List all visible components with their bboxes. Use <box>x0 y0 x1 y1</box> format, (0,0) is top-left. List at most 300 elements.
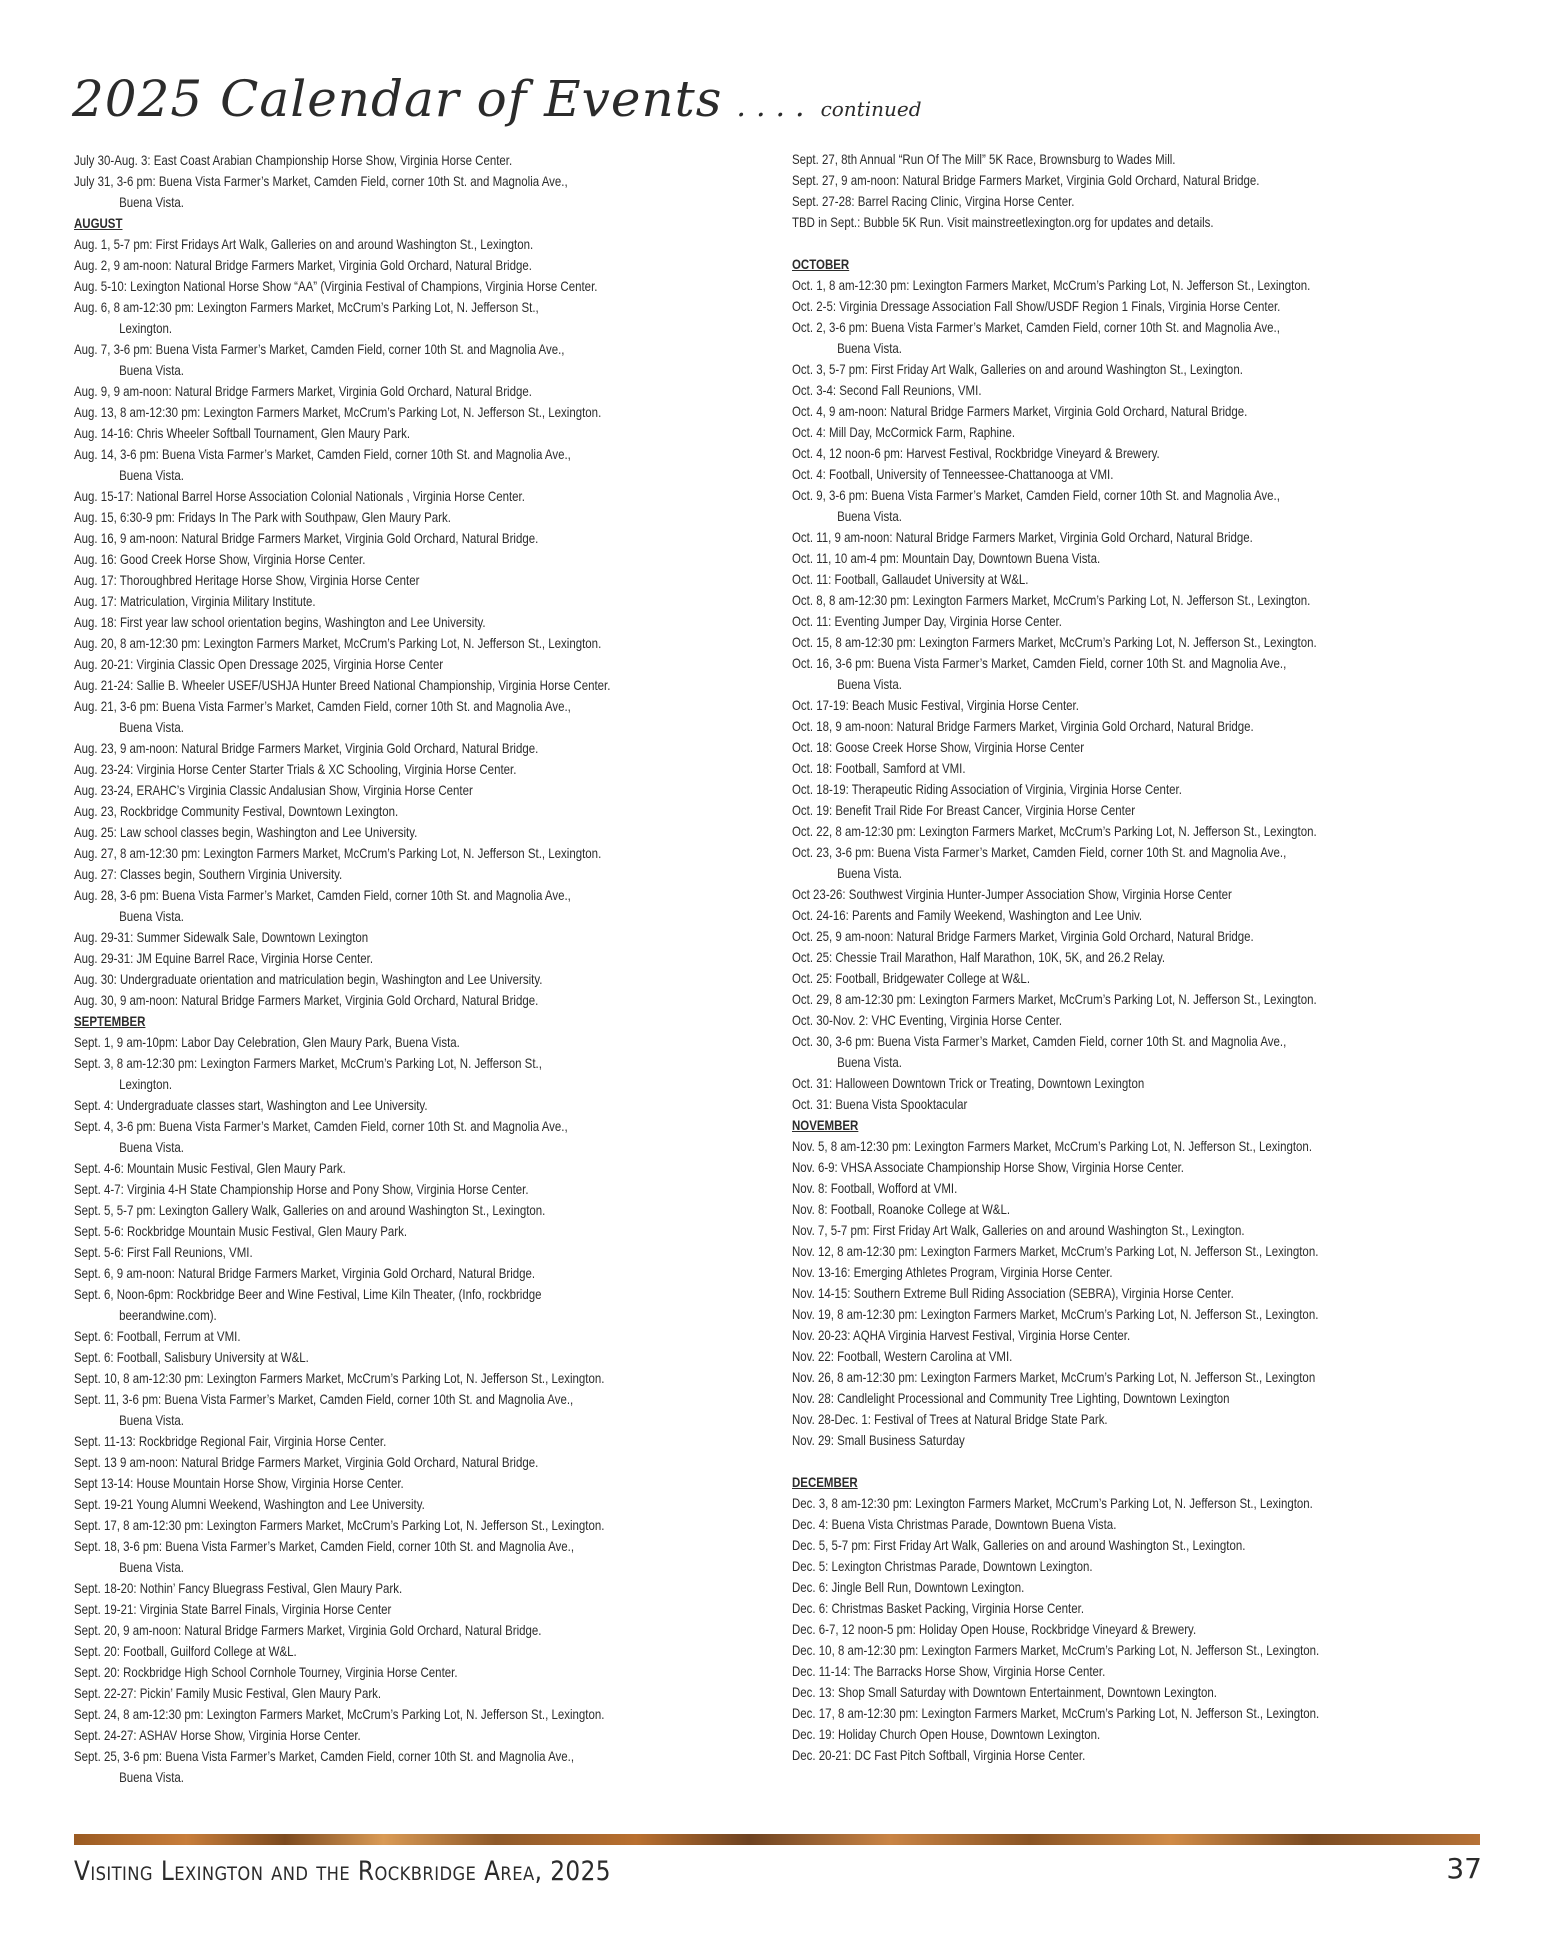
event-text: Oct. 25: Football, Bridgewater College at W&L. <box>792 970 1031 986</box>
event-text: Oct. 9, 3-6 pm: Buena Vista Farmer’s Market, Camden Field, corner 10th St. and Magnolia Ave., <box>792 487 1280 503</box>
event-item <box>74 738 648 759</box>
event-item <box>792 569 1382 590</box>
event-text: Oct. 2, 3-6 pm: Buena Vista Farmer’s Market, Camden Field, corner 10th St. and Magnolia Ave., <box>792 319 1280 335</box>
event-text: Aug. 30: Undergraduate orientation and matriculation begin, Washington and Lee University. <box>74 971 543 987</box>
event-item <box>792 1388 1382 1409</box>
event-text: Oct. 11, 9 am-noon: Natural Bridge Farmers Market, Virginia Gold Orchard, Natural Bridge. <box>792 529 1253 545</box>
event-text: Nov. 19, 8 am-12:30 pm: Lexington Farmers Market, McCrum’s Parking Lot, N. Jefferson St., Lexington. <box>792 1306 1319 1322</box>
event-text: Aug. 14, 3-6 pm: Buena Vista Farmer’s Market, Camden Field, corner 10th St. and Magnolia Ave., <box>74 446 571 462</box>
event-text: July 30-Aug. 3: East Coast Arabian Championship Horse Show, Virginia Horse Center. <box>74 152 513 168</box>
event-item <box>74 633 648 654</box>
event-item <box>74 423 648 444</box>
event-item <box>792 695 1382 716</box>
event-text-continuation: Buena Vista. <box>119 362 184 378</box>
event-text: Sept. 11, 3-6 pm: Buena Vista Farmer’s Market, Camden Field, corner 10th St. and Magnolia Ave., <box>74 1391 574 1407</box>
event-text: Oct. 11: Eventing Jumper Day, Virginia Horse Center. <box>792 613 1062 629</box>
event-item <box>74 927 648 948</box>
event-text: Sept. 25, 3-6 pm: Buena Vista Farmer’s Market, Camden Field, corner 10th St. and Magnolia Ave., <box>74 1748 575 1764</box>
event-item <box>792 1031 1382 1073</box>
event-item <box>74 675 648 696</box>
publication-title: Visiting Lexington and the Rockbridge Area, 2025 <box>74 1856 612 1887</box>
event-item <box>74 591 648 612</box>
event-text: Sept. 6, Noon-6pm: Rockbridge Beer and Wine Festival, Lime Kiln Theater, (Info, rockbridge <box>74 1286 542 1302</box>
event-text: Aug. 23, Rockbridge Community Festival, Downtown Lexington. <box>74 803 399 819</box>
event-text: Aug. 16: Good Creek Horse Show, Virginia Horse Center. <box>74 551 366 567</box>
event-item <box>792 1304 1382 1325</box>
event-text-continuation: Lexington. <box>119 320 173 336</box>
event-item <box>792 359 1382 380</box>
event-text: Sept. 17, 8 am-12:30 pm: Lexington Farmers Market, McCrum’s Parking Lot, N. Jefferson St., Lexington. <box>74 1517 605 1533</box>
event-text: Oct. 18: Football, Samford at VMI. <box>792 760 966 776</box>
event-item <box>74 339 648 381</box>
event-item <box>74 1473 648 1494</box>
event-text: Oct. 8, 8 am-12:30 pm: Lexington Farmers Market, McCrum’s Parking Lot, N. Jefferson St., Lexington. <box>792 592 1311 608</box>
event-item <box>74 1494 648 1515</box>
event-text: Sept. 24, 8 am-12:30 pm: Lexington Farmers Market, McCrum’s Parking Lot, N. Jefferson St., Lexington. <box>74 1706 605 1722</box>
event-text: Oct. 2-5: Virginia Dressage Association Fall Show/USDF Region 1 Finals, Virginia Horse Center. <box>792 298 1281 314</box>
event-text-continuation: Buena Vista. <box>837 508 902 524</box>
footer-decorative-bar <box>74 1834 1480 1845</box>
event-text-continuation: Buena Vista. <box>119 467 184 483</box>
event-item <box>74 885 648 927</box>
event-text: Sept 13-14: House Mountain Horse Show, Virginia Horse Center. <box>74 1475 404 1491</box>
event-item <box>74 1263 648 1284</box>
event-item <box>74 780 648 801</box>
event-text: Aug. 17: Matriculation, Virginia Military Institute. <box>74 593 316 609</box>
event-item <box>792 1010 1382 1031</box>
event-text: Aug. 9, 9 am-noon: Natural Bridge Farmers Market, Virginia Gold Orchard, Natural Bridge. <box>74 383 532 399</box>
title-text: 2025 Calendar of Events <box>72 70 723 128</box>
event-item <box>74 1284 648 1326</box>
event-text: Nov. 28-Dec. 1: Festival of Trees at Natural Bridge State Park. <box>792 1411 1108 1427</box>
event-item <box>792 989 1382 1010</box>
event-text: Oct. 3, 5-7 pm: First Friday Art Walk, Galleries on and around Washington St., Lexington. <box>792 361 1243 377</box>
event-text: Dec. 13: Shop Small Saturday with Downtown Entertainment, Downtown Lexington. <box>792 1684 1217 1700</box>
page-title <box>72 70 922 128</box>
event-item <box>792 1682 1382 1703</box>
event-text: Sept. 19-21 Young Alumni Weekend, Washington and Lee University. <box>74 1496 425 1512</box>
event-item <box>792 464 1382 485</box>
event-text-continuation: Buena Vista. <box>837 1054 902 1070</box>
event-item <box>792 1745 1382 1766</box>
event-text: Sept. 13 9 am-noon: Natural Bridge Farmers Market, Virginia Gold Orchard, Natural Bridge. <box>74 1454 539 1470</box>
month-heading <box>792 254 1382 275</box>
event-text: Oct. 11, 10 am-4 pm: Mountain Day, Downtown Buena Vista. <box>792 550 1101 566</box>
event-text-continuation: Buena Vista. <box>119 1769 184 1785</box>
event-item <box>74 255 648 276</box>
event-text: Aug. 27: Classes begin, Southern Virginia University. <box>74 866 343 882</box>
event-item <box>792 548 1382 569</box>
event-item <box>74 864 648 885</box>
event-item <box>792 737 1382 758</box>
event-item <box>792 485 1382 527</box>
event-text: Sept. 4-7: Virginia 4-H State Championship Horse and Pony Show, Virginia Horse Center. <box>74 1181 529 1197</box>
event-text: Sept. 4: Undergraduate classes start, Washington and Lee University. <box>74 1097 428 1113</box>
event-text: Dec. 17, 8 am-12:30 pm: Lexington Farmers Market, McCrum’s Parking Lot, N. Jefferson St., Lexington. <box>792 1705 1320 1721</box>
event-item <box>74 1431 648 1452</box>
event-text: Oct. 29, 8 am-12:30 pm: Lexington Farmers Market, McCrum’s Parking Lot, N. Jefferson St., Lexington. <box>792 991 1317 1007</box>
event-item <box>74 381 648 402</box>
event-item <box>74 1053 648 1095</box>
event-text: Aug. 5-10: Lexington National Horse Show “AA” (Virginia Festival of Champions, Virginia Horse Center. <box>74 278 598 294</box>
event-text: Oct. 17-19: Beach Music Festival, Virginia Horse Center. <box>792 697 1079 713</box>
event-text: Aug. 28, 3-6 pm: Buena Vista Farmer’s Market, Camden Field, corner 10th St. and Magnolia Ave., <box>74 887 571 903</box>
event-item <box>74 1641 648 1662</box>
event-text: Oct. 23, 3-6 pm: Buena Vista Farmer’s Market, Camden Field, corner 10th St. and Magnolia Ave., <box>792 844 1287 860</box>
event-text: Nov. 29: Small Business Saturday <box>792 1432 965 1448</box>
event-item <box>74 1179 648 1200</box>
event-text: July 31, 3-6 pm: Buena Vista Farmer’s Market, Camden Field, corner 10th St. and Magnolia Ave., <box>74 173 568 189</box>
event-item <box>74 528 648 549</box>
event-item <box>74 822 648 843</box>
event-text: Sept. 27, 9 am-noon: Natural Bridge Farmers Market, Virginia Gold Orchard, Natural Bridge. <box>792 172 1260 188</box>
month-heading <box>74 213 648 234</box>
event-item <box>792 1703 1382 1724</box>
event-text: TBD in Sept.: Bubble 5K Run. Visit mainstreetlexington.org for updates and details. <box>792 214 1214 230</box>
event-item <box>792 884 1382 905</box>
event-item <box>792 758 1382 779</box>
event-text: Oct 23-26: Southwest Virginia Hunter-Jumper Association Show, Virginia Horse Center <box>792 886 1232 902</box>
event-item <box>74 1620 648 1641</box>
event-text: Aug. 23-24: Virginia Horse Center Starter Trials & XC Schooling, Virginia Horse Center. <box>74 761 517 777</box>
event-item <box>74 1578 648 1599</box>
event-item <box>74 1683 648 1704</box>
month-label: AUGUST <box>74 215 123 231</box>
event-text: Sept. 18-20: Nothin’ Fancy Bluegrass Festival, Glen Maury Park. <box>74 1580 403 1596</box>
event-text: Nov. 5, 8 am-12:30 pm: Lexington Farmers Market, McCrum’s Parking Lot, N. Jefferson St., Lexington. <box>792 1138 1313 1154</box>
event-text-continuation: Buena Vista. <box>119 908 184 924</box>
event-text: Oct. 18: Goose Creek Horse Show, Virginia Horse Center <box>792 739 1085 755</box>
event-item <box>74 612 648 633</box>
event-item <box>792 947 1382 968</box>
event-text: Sept. 10, 8 am-12:30 pm: Lexington Farmers Market, McCrum’s Parking Lot, N. Jefferson St., Lexington. <box>74 1370 605 1386</box>
event-item <box>74 1452 648 1473</box>
event-text: Sept. 6: Football, Ferrum at VMI. <box>74 1328 241 1344</box>
event-text: Dec. 20-21: DC Fast Pitch Softball, Virginia Horse Center. <box>792 1747 1086 1763</box>
event-item <box>74 969 648 990</box>
event-item <box>792 1283 1382 1304</box>
event-text: Sept. 24-27: ASHAV Horse Show, Virginia Horse Center. <box>74 1727 361 1743</box>
spacer <box>792 1451 1512 1472</box>
event-item <box>792 1262 1382 1283</box>
event-text: Sept. 27-28: Barrel Racing Clinic, Virgina Horse Center. <box>792 193 1075 209</box>
event-text: Sept. 18, 3-6 pm: Buena Vista Farmer’s Market, Camden Field, corner 10th St. and Magnolia Ave., <box>74 1538 575 1554</box>
event-text: Aug. 20, 8 am-12:30 pm: Lexington Farmers Market, McCrum’s Parking Lot, N. Jefferson St., Lexington. <box>74 635 602 651</box>
event-text: Dec. 11-14: The Barracks Horse Show, Virginia Horse Center. <box>792 1663 1106 1679</box>
event-text-continuation: Buena Vista. <box>837 676 902 692</box>
event-text: Aug. 23, 9 am-noon: Natural Bridge Farmers Market, Virginia Gold Orchard, Natural Bridge. <box>74 740 539 756</box>
event-text: Oct. 4: Mill Day, McCormick Farm, Raphine. <box>792 424 1016 440</box>
event-text: Aug. 7, 3-6 pm: Buena Vista Farmer’s Market, Camden Field, corner 10th St. and Magnolia Ave., <box>74 341 565 357</box>
event-item <box>792 317 1382 359</box>
event-text: Aug. 15-17: National Barrel Horse Association Colonial Nationals , Virginia Horse Center. <box>74 488 525 504</box>
event-text: Oct. 1, 8 am-12:30 pm: Lexington Farmers Market, McCrum’s Parking Lot, N. Jefferson St., Lexington. <box>792 277 1311 293</box>
event-item <box>74 1725 648 1746</box>
event-text: Sept. 20, 9 am-noon: Natural Bridge Farmers Market, Virginia Gold Orchard, Natural Bridge. <box>74 1622 542 1638</box>
event-item <box>792 1619 1382 1640</box>
spacer <box>792 233 1512 254</box>
event-item <box>74 1347 648 1368</box>
event-text-continuation: Buena Vista. <box>837 865 902 881</box>
event-item <box>792 1367 1382 1388</box>
event-text: Dec. 5, 5-7 pm: First Friday Art Walk, Galleries on and around Washington St., Lexington. <box>792 1537 1246 1553</box>
event-item <box>74 696 648 738</box>
event-text: Nov. 14-15: Southern Extreme Bull Riding Association (SEBRA), Virginia Horse Center. <box>792 1285 1234 1301</box>
event-item <box>792 611 1382 632</box>
event-text: Aug. 23-24, ERAHC’s Virginia Classic Andalusian Show, Virginia Horse Center <box>74 782 473 798</box>
event-text: Dec. 5: Lexington Christmas Parade, Downtown Lexington. <box>792 1558 1093 1574</box>
event-item <box>74 759 648 780</box>
event-text: Sept. 27, 8th Annual “Run Of The Mill” 5K Race, Brownsburg to Wades Mill. <box>792 151 1176 167</box>
event-item <box>792 653 1382 695</box>
event-item <box>74 171 648 213</box>
event-text: Aug. 27, 8 am-12:30 pm: Lexington Farmers Market, McCrum’s Parking Lot, N. Jefferson St., Lexington. <box>74 845 602 861</box>
event-item <box>74 1599 648 1620</box>
event-text-continuation: Buena Vista. <box>119 1139 184 1155</box>
title-dots: .... <box>736 89 815 124</box>
event-item <box>792 1661 1382 1682</box>
event-item <box>792 191 1382 212</box>
event-item <box>74 1095 648 1116</box>
month-label: OCTOBER <box>792 256 850 272</box>
event-text: Aug. 13, 8 am-12:30 pm: Lexington Farmers Market, McCrum’s Parking Lot, N. Jefferson St., Lexington. <box>74 404 602 420</box>
event-text: Oct. 11: Football, Gallaudet University at W&L. <box>792 571 1029 587</box>
event-text: Sept. 5, 5-7 pm: Lexington Gallery Walk, Galleries on and around Washington St., Lexington. <box>74 1202 546 1218</box>
event-text: Aug. 30, 9 am-noon: Natural Bridge Farmers Market, Virginia Gold Orchard, Natural Bridge. <box>74 992 539 1008</box>
event-text: Oct. 16, 3-6 pm: Buena Vista Farmer’s Market, Camden Field, corner 10th St. and Magnolia Ave., <box>792 655 1287 671</box>
month-label: NOVEMBER <box>792 1117 859 1133</box>
event-text: Sept. 5-6: Rockbridge Mountain Music Festival, Glen Maury Park. <box>74 1223 408 1239</box>
event-item <box>74 402 648 423</box>
event-text: Oct. 4: Football, University of Tenneessee-Chattanooga at VMI. <box>792 466 1114 482</box>
month-heading <box>792 1472 1382 1493</box>
event-text: Aug. 21-24: Sallie B. Wheeler USEF/USHJA Hunter Breed National Championship, Virginia Horse Center. <box>74 677 611 693</box>
event-item <box>792 275 1382 296</box>
event-item <box>792 905 1382 926</box>
event-item <box>792 527 1382 548</box>
event-text: Dec. 10, 8 am-12:30 pm: Lexington Farmers Market, McCrum’s Parking Lot, N. Jefferson St., Lexington. <box>792 1642 1320 1658</box>
event-item <box>792 800 1382 821</box>
event-text: Oct. 31: Halloween Downtown Trick or Treating, Downtown Lexington <box>792 1075 1145 1091</box>
event-item <box>74 1200 648 1221</box>
event-text-continuation: Buena Vista. <box>119 719 184 735</box>
event-item <box>74 1326 648 1347</box>
event-item <box>74 990 648 1011</box>
event-item <box>74 570 648 591</box>
event-item <box>74 801 648 822</box>
event-item <box>74 276 648 297</box>
event-item <box>74 1116 648 1158</box>
month-label: DECEMBER <box>792 1474 858 1490</box>
event-item <box>74 1536 648 1578</box>
event-text: Sept. 4-6: Mountain Music Festival, Glen Maury Park. <box>74 1160 346 1176</box>
event-item <box>792 590 1382 611</box>
event-text: Aug. 17: Thoroughbred Heritage Horse Show, Virginia Horse Center <box>74 572 420 588</box>
event-text: Sept. 19-21: Virginia State Barrel Finals, Virginia Horse Center <box>74 1601 392 1617</box>
event-item <box>792 1640 1382 1661</box>
event-item <box>74 1389 648 1431</box>
event-text: Oct. 30, 3-6 pm: Buena Vista Farmer’s Market, Camden Field, corner 10th St. and Magnolia Ave., <box>792 1033 1287 1049</box>
event-text: Oct. 15, 8 am-12:30 pm: Lexington Farmers Market, McCrum’s Parking Lot, N. Jefferson St., Lexington. <box>792 634 1317 650</box>
event-text: Aug. 1, 5-7 pm: First Fridays Art Walk, Galleries on and around Washington St., Lexington. <box>74 236 534 252</box>
event-text: Aug. 6, 8 am-12:30 pm: Lexington Farmers Market, McCrum’s Parking Lot, N. Jefferson St., <box>74 299 539 315</box>
event-text: Oct. 25, 9 am-noon: Natural Bridge Farmers Market, Virginia Gold Orchard, Natural Bridge. <box>792 928 1254 944</box>
event-item <box>792 1556 1382 1577</box>
event-item <box>792 1325 1382 1346</box>
event-text: Aug. 2, 9 am-noon: Natural Bridge Farmers Market, Virginia Gold Orchard, Natural Bridge. <box>74 257 532 273</box>
event-item <box>792 968 1382 989</box>
event-item <box>74 507 648 528</box>
event-text: Aug. 25: Law school classes begin, Washington and Lee University. <box>74 824 418 840</box>
event-item <box>792 401 1382 422</box>
event-item <box>792 443 1382 464</box>
event-text: Oct. 18-19: Therapeutic Riding Association of Virginia, Virginia Horse Center. <box>792 781 1182 797</box>
event-item <box>792 296 1382 317</box>
event-item <box>792 1514 1382 1535</box>
event-text: Nov. 7, 5-7 pm: First Friday Art Walk, Galleries on and around Washington St., Lexington. <box>792 1222 1245 1238</box>
event-item <box>792 1241 1382 1262</box>
event-item <box>74 1746 648 1788</box>
event-item <box>792 716 1382 737</box>
event-item <box>74 486 648 507</box>
event-text-continuation: Lexington. <box>119 1076 173 1092</box>
event-text: Sept. 20: Football, Guilford College at W&L. <box>74 1643 297 1659</box>
event-text: Nov. 28: Candlelight Processional and Community Tree Lighting, Downtown Lexington <box>792 1390 1230 1406</box>
event-item <box>792 1493 1382 1514</box>
event-text: Sept. 3, 8 am-12:30 pm: Lexington Farmers Market, McCrum’s Parking Lot, N. Jefferson St., <box>74 1055 542 1071</box>
event-text: Oct. 25: Chessie Trail Marathon, Half Marathon, 10K, 5K, and 26.2 Relay. <box>792 949 1166 965</box>
event-text: Oct. 22, 8 am-12:30 pm: Lexington Farmers Market, McCrum’s Parking Lot, N. Jefferson St., Lexington. <box>792 823 1317 839</box>
event-text: Oct. 31: Buena Vista Spooktacular <box>792 1096 968 1112</box>
event-text: Aug. 18: First year law school orientation begins, Washington and Lee University. <box>74 614 486 630</box>
event-item <box>792 1094 1382 1115</box>
event-text: Nov. 13-16: Emerging Athletes Program, Virginia Horse Center. <box>792 1264 1113 1280</box>
event-text: Nov. 20-23: AQHA Virginia Harvest Festival, Virginia Horse Center. <box>792 1327 1131 1343</box>
event-item <box>792 1136 1382 1157</box>
event-item <box>792 1178 1382 1199</box>
event-text: Sept. 5-6: First Fall Reunions, VMI. <box>74 1244 253 1260</box>
event-text: Aug. 29-31: Summer Sidewalk Sale, Downtown Lexington <box>74 929 369 945</box>
event-item <box>792 1073 1382 1094</box>
event-item <box>74 549 648 570</box>
event-text: Aug. 20-21: Virginia Classic Open Dressage 2025, Virginia Horse Center <box>74 656 444 672</box>
event-item <box>792 380 1382 401</box>
event-text: Aug. 29-31: JM Equine Barrel Race, Virginia Horse Center. <box>74 950 374 966</box>
event-item <box>74 1704 648 1725</box>
continued-label: continued <box>820 97 922 121</box>
event-item <box>792 779 1382 800</box>
event-item <box>74 843 648 864</box>
event-item <box>74 297 648 339</box>
event-item <box>792 1535 1382 1556</box>
event-text: Sept. 22-27: Pickin’ Family Music Festival, Glen Maury Park. <box>74 1685 382 1701</box>
event-text: Oct. 18, 9 am-noon: Natural Bridge Farmers Market, Virginia Gold Orchard, Natural Bridge. <box>792 718 1254 734</box>
event-text-continuation: Buena Vista. <box>119 1412 184 1428</box>
event-text: Aug. 16, 9 am-noon: Natural Bridge Farmers Market, Virginia Gold Orchard, Natural Bridge. <box>74 530 539 546</box>
event-item <box>74 1515 648 1536</box>
event-item <box>74 1368 648 1389</box>
event-item <box>74 948 648 969</box>
event-text: Oct. 4, 9 am-noon: Natural Bridge Farmers Market, Virginia Gold Orchard, Natural Bridge. <box>792 403 1248 419</box>
event-text: Oct. 24-16: Parents and Family Weekend, Washington and Lee Univ. <box>792 907 1143 923</box>
event-item <box>74 444 648 486</box>
event-item <box>74 1242 648 1263</box>
event-text: Sept. 1, 9 am-10pm: Labor Day Celebration, Glen Maury Park, Buena Vista. <box>74 1034 460 1050</box>
event-item <box>792 842 1382 884</box>
event-text-continuation: Buena Vista. <box>119 194 184 210</box>
event-item <box>74 654 648 675</box>
month-heading <box>792 1115 1382 1136</box>
event-item <box>792 926 1382 947</box>
event-text: Aug. 21, 3-6 pm: Buena Vista Farmer’s Market, Camden Field, corner 10th St. and Magnolia Ave., <box>74 698 571 714</box>
event-text: Dec. 6: Christmas Basket Packing, Virginia Horse Center. <box>792 1600 1085 1616</box>
event-text: Oct. 4, 12 noon-6 pm: Harvest Festival, Rockbridge Vineyard & Brewery. <box>792 445 1160 461</box>
month-heading <box>74 1011 648 1032</box>
event-item <box>792 821 1382 842</box>
event-item <box>792 632 1382 653</box>
event-text: Sept. 6, 9 am-noon: Natural Bridge Farmers Market, Virginia Gold Orchard, Natural Bridge. <box>74 1265 536 1281</box>
event-item <box>74 234 648 255</box>
event-item <box>792 1346 1382 1367</box>
event-item <box>74 1158 648 1179</box>
event-text: Nov. 26, 8 am-12:30 pm: Lexington Farmers Market, McCrum’s Parking Lot, N. Jefferson St., Lexington <box>792 1369 1316 1385</box>
event-item <box>792 1220 1382 1241</box>
event-text: Oct. 3-4: Second Fall Reunions, VMI. <box>792 382 982 398</box>
event-text: Dec. 19: Holiday Church Open House, Downtown Lexington. <box>792 1726 1101 1742</box>
event-text: Sept. 4, 3-6 pm: Buena Vista Farmer’s Market, Camden Field, corner 10th St. and Magnolia Ave., <box>74 1118 568 1134</box>
event-text: Sept. 11-13: Rockbridge Regional Fair, Virginia Horse Center. <box>74 1433 387 1449</box>
event-item <box>792 1409 1382 1430</box>
event-item <box>792 1157 1382 1178</box>
event-item <box>792 1199 1382 1220</box>
event-text: Oct. 19: Benefit Trail Ride For Breast Cancer, Virginia Horse Center <box>792 802 1136 818</box>
event-item <box>74 1221 648 1242</box>
event-text: Dec. 3, 8 am-12:30 pm: Lexington Farmers Market, McCrum’s Parking Lot, N. Jefferson St., Lexington. <box>792 1495 1313 1511</box>
event-text-continuation: beerandwine.com). <box>119 1307 217 1323</box>
event-item <box>792 1577 1382 1598</box>
right-column <box>792 149 1512 1766</box>
event-item <box>792 212 1382 233</box>
event-text: Aug. 14-16: Chris Wheeler Softball Tournament, Glen Maury Park. <box>74 425 411 441</box>
left-column <box>74 150 774 1788</box>
event-text: Dec. 4: Buena Vista Christmas Parade, Downtown Buena Vista. <box>792 1516 1117 1532</box>
event-item <box>74 150 648 171</box>
event-text: Dec. 6-7, 12 noon-5 pm: Holiday Open House, Rockbridge Vineyard & Brewery. <box>792 1621 1197 1637</box>
event-item <box>74 1662 648 1683</box>
event-text: Aug. 15, 6:30-9 pm: Fridays In The Park with Southpaw, Glen Maury Park. <box>74 509 451 525</box>
event-item <box>792 1724 1382 1745</box>
event-text: Nov. 8: Football, Wofford at VMI. <box>792 1180 958 1196</box>
event-text: Nov. 12, 8 am-12:30 pm: Lexington Farmers Market, McCrum’s Parking Lot, N. Jefferson St., Lexington. <box>792 1243 1319 1259</box>
month-label: SEPTEMBER <box>74 1013 146 1029</box>
event-item <box>792 422 1382 443</box>
event-item <box>792 1598 1382 1619</box>
event-text: Sept. 6: Football, Salisbury University at W&L. <box>74 1349 309 1365</box>
event-text: Nov. 8: Football, Roanoke College at W&L. <box>792 1201 1011 1217</box>
event-text: Nov. 22: Football, Western Carolina at VMI. <box>792 1348 1013 1364</box>
page-number: 37 <box>1446 1852 1482 1885</box>
event-text: Sept. 20: Rockbridge High School Cornhole Tourney, Virginia Horse Center. <box>74 1664 458 1680</box>
event-item <box>792 170 1382 191</box>
event-text: Nov. 6-9: VHSA Associate Championship Horse Show, Virginia Horse Center. <box>792 1159 1185 1175</box>
event-item <box>792 1430 1382 1451</box>
event-item <box>74 1032 648 1053</box>
event-text-continuation: Buena Vista. <box>837 340 902 356</box>
event-item <box>792 149 1382 170</box>
event-text-continuation: Buena Vista. <box>119 1559 184 1575</box>
event-text: Dec. 6: Jingle Bell Run, Downtown Lexington. <box>792 1579 1025 1595</box>
event-text: Oct. 30-Nov. 2: VHC Eventing, Virginia Horse Center. <box>792 1012 1063 1028</box>
